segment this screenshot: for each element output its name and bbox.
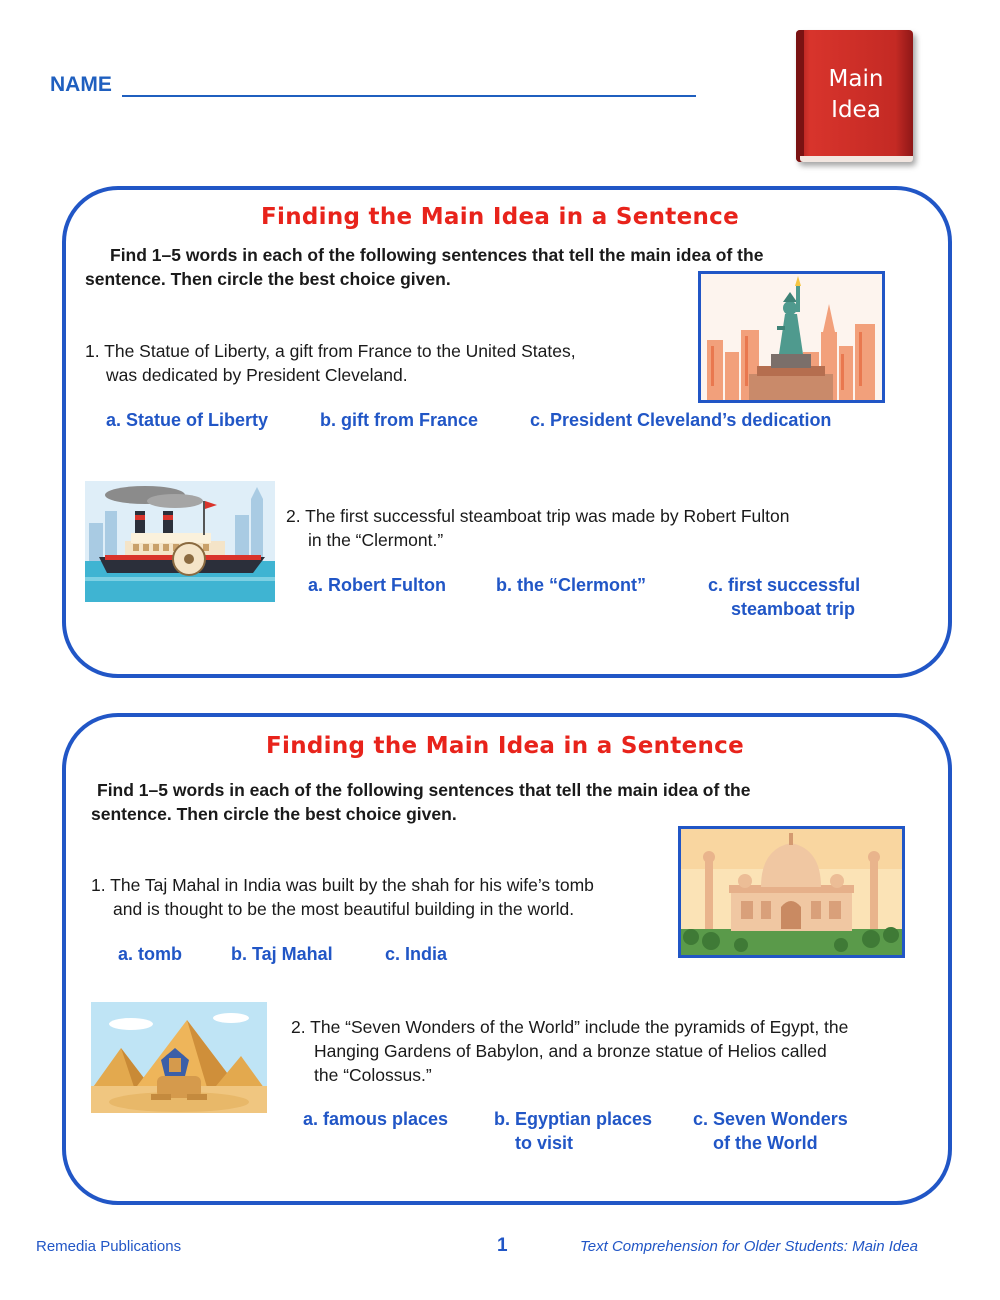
choice-q2-c-line1[interactable]: c. first successful <box>708 575 861 595</box>
choice-q3-a[interactable]: a. tomb <box>118 944 183 964</box>
q3-sentence-line1: 1. The Taj Mahal in India was built by the shah for his wife’s tomb <box>91 875 594 895</box>
q3-sentence-line2: and is thought to be the most beautiful building in the world. <box>113 899 575 919</box>
q4-sentence-line3: the “Colossus.” <box>314 1065 432 1085</box>
panel2-instructions-line2: sentence. Then circle the best choice given. <box>91 804 457 824</box>
steamboat-illustration <box>85 481 275 602</box>
choice-q1-c[interactable]: c. President Cleveland’s dedication <box>530 410 832 430</box>
panel2-title: Finding the Main Idea in a Sentence <box>266 733 744 759</box>
choice-q4-b-line1[interactable]: b. Egyptian places <box>494 1109 653 1129</box>
choice-q4-c-line2[interactable]: of the World <box>713 1133 818 1153</box>
choice-q4-b-line2[interactable]: to visit <box>515 1133 574 1153</box>
panel1-title: Finding the Main Idea in a Sentence <box>261 204 739 230</box>
choice-q2-b[interactable]: b. the “Clermont” <box>496 575 647 595</box>
q1-sentence-line1: 1. The Statue of Liberty, a gift from France to the United States, <box>85 341 576 361</box>
book-spine <box>796 30 804 162</box>
panel1-instructions-line2: sentence. Then circle the best choice given. <box>85 269 451 289</box>
choice-q4-a[interactable]: a. famous places <box>303 1109 449 1129</box>
footer-page-number: 1 <box>497 1235 508 1256</box>
q1-sentence-line2: was dedicated by President Cleveland. <box>106 365 408 385</box>
book-label <box>806 64 906 126</box>
choice-q1-a[interactable]: a. Statue of Liberty <box>106 410 269 430</box>
q4-sentence-line1: 2. The “Seven Wonders of the World” include the pyramids of Egypt, the <box>291 1017 849 1037</box>
choice-q4-c-line1[interactable]: c. Seven Wonders <box>693 1109 848 1129</box>
choice-q3-b[interactable]: b. Taj Mahal <box>231 944 333 964</box>
book-pages <box>800 156 913 162</box>
pyramids-image <box>91 1002 267 1113</box>
choice-q2-c-line2[interactable]: steamboat trip <box>731 599 856 619</box>
book-label-line2: Idea <box>831 97 881 123</box>
taj-mahal-image <box>678 826 905 958</box>
name-label: NAME <box>50 73 112 96</box>
choice-q1-b[interactable]: b. gift from France <box>320 410 479 430</box>
footer-publisher: Remedia Publications <box>36 1238 182 1255</box>
choice-q3-c[interactable]: c. India <box>385 944 448 964</box>
q2-sentence-line1: 2. The first successful steamboat trip was made by Robert Fulton <box>286 506 790 526</box>
panel1-instructions-line1: Find 1–5 words in each of the following sentences that tell the main idea of the <box>110 245 764 265</box>
book-label-line1: Main <box>828 66 884 92</box>
statue-of-liberty-illustration <box>701 274 882 400</box>
pyramids-illustration <box>91 1002 267 1113</box>
choice-q2-a[interactable]: a. Robert Fulton <box>308 575 446 595</box>
footer-book-title: Text Comprehension for Older Students: Main Idea <box>580 1238 918 1255</box>
q4-sentence-line2: Hanging Gardens of Babylon, and a bronze statue of Helios called <box>314 1041 827 1061</box>
panel2-instructions-line1: Find 1–5 words in each of the following sentences that tell the main idea of the <box>97 780 751 800</box>
taj-mahal-illustration <box>681 829 902 955</box>
name-field-line[interactable] <box>122 95 696 97</box>
steamboat-image <box>85 481 275 602</box>
statue-of-liberty-image <box>698 271 885 403</box>
q2-sentence-line2: in the “Clermont.” <box>308 530 444 550</box>
